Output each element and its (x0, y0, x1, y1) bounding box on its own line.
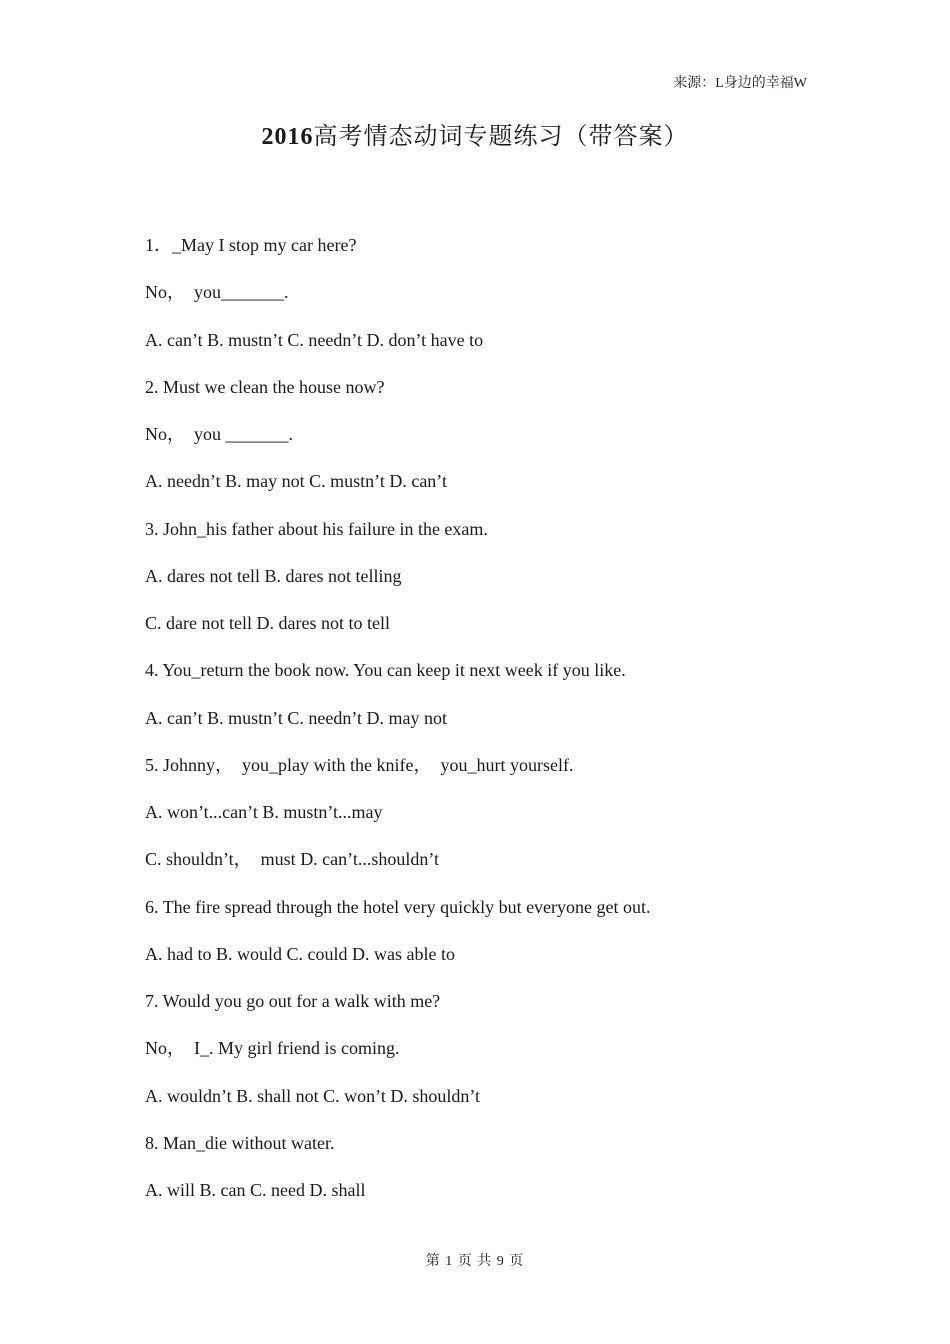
title-text: 高考情态动词专题练习（带答案） (313, 124, 689, 150)
question-3-stem: 3. John_his father about his failure in the exam. (145, 518, 488, 539)
question-8-stem: 8. Man_die without water. (145, 1132, 335, 1153)
question-7-options: A. wouldn’t B. shall not C. won’t D. shouldn’t (145, 1085, 481, 1106)
question-1-response: No， you_______. (145, 282, 289, 303)
question-6-options: A. had to B. would C. could D. was able to (145, 943, 455, 964)
question-5-stem: 5. Johnny， you_play with the knife， you_hurt yourself. (145, 754, 574, 775)
question-2-stem: 2. Must we clean the house now? (145, 376, 385, 397)
question-1-options: A. can’t B. mustn’t C. needn’t D. don’t have to (145, 329, 484, 350)
page-footer: 第 1 页 共 9 页 (425, 1254, 525, 1269)
source-note: 来源：L身边的幸福W (673, 76, 807, 91)
question-7-response: No， I_. My girl friend is coming. (145, 1038, 400, 1059)
question-3-options-ab: A. dares not tell B. dares not telling (145, 565, 402, 586)
question-6-stem: 6. The fire spread through the hotel very quickly but everyone get out. (145, 896, 651, 917)
question-2-response: No， you _______. (145, 424, 293, 444)
exercise-content (145, 233, 845, 1225)
page-title (0, 116, 950, 151)
question-7-stem: 7. Would you go out for a walk with me? (145, 991, 441, 1011)
question-8-options: A. will B. can C. need D. shall (145, 1180, 366, 1200)
question-5-options-cd: C. shouldn’t， must D. can’t...shouldn’t (145, 849, 440, 870)
question-2-options: A. needn’t B. may not C. mustn’t D. can’t (145, 471, 447, 492)
question-4-options: A. can’t B. mustn’t C. needn’t D. may not (145, 707, 447, 728)
question-4-stem: 4. You_return the book now. You can keep it next week if you like. (145, 660, 626, 681)
question-5-options-ab: A. won’t...can’t B. mustn’t...may (145, 802, 383, 822)
title-year: 2016 (261, 124, 314, 150)
question-1-stem: 1．_May I stop my car here? (145, 235, 357, 255)
question-3-options-cd: C. dare not tell D. dares not to tell (145, 613, 390, 633)
